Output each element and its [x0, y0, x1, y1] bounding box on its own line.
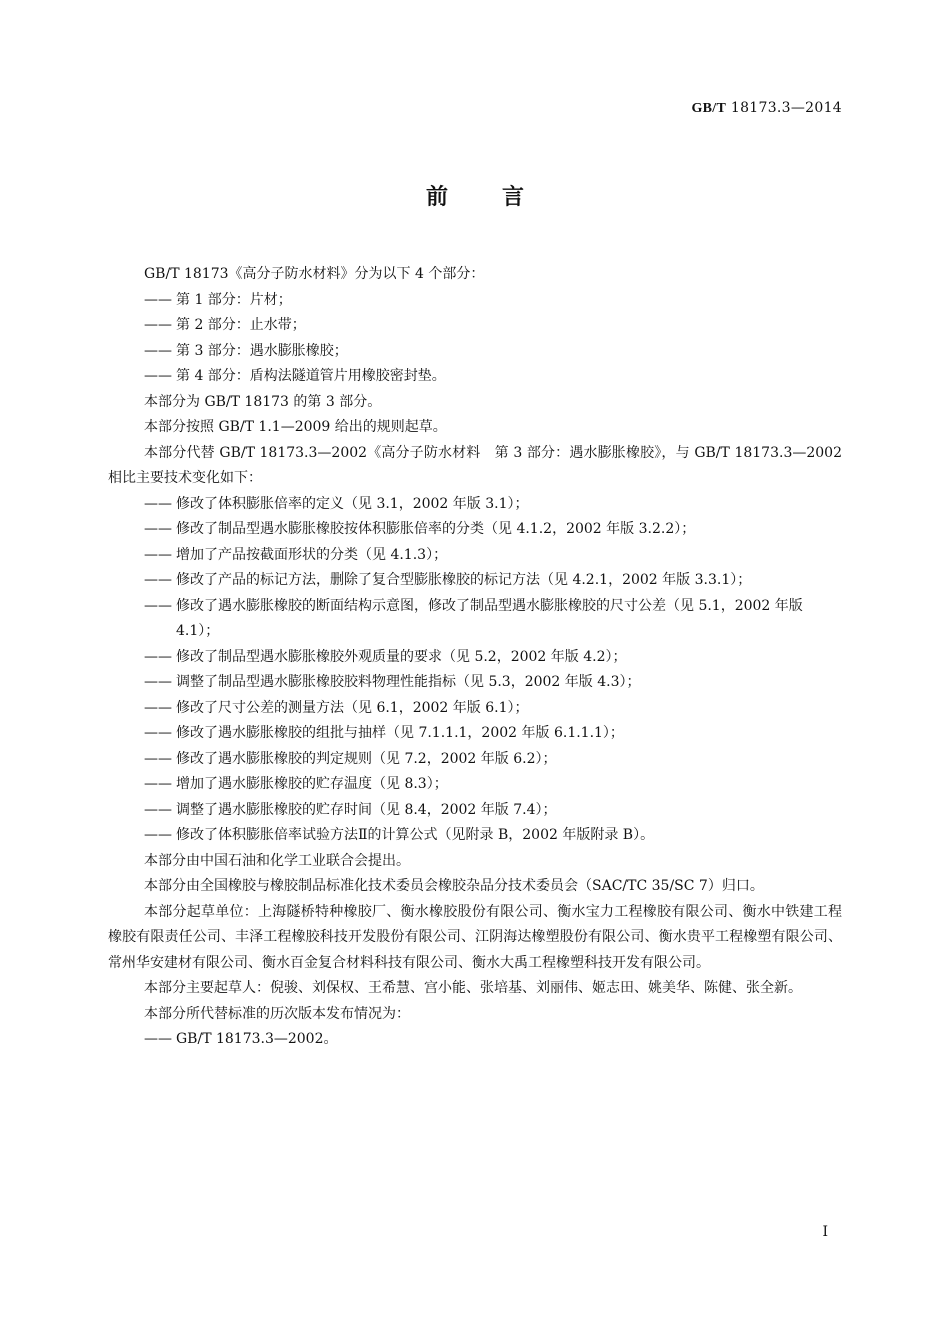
dash-marker: ——	[144, 725, 172, 741]
list-item-text: 修改了尺寸公差的测量方法（见 6.1，2002 年版 6.1）；	[176, 699, 529, 716]
replace-paragraph: 本部分代替 GB/T 18173.3—2002《高分子防水材料 第 3 部分：遇水膨胀橡胶》，与 GB/T 18173.3—2002 相比主要技术变化如下：	[108, 444, 842, 486]
dash-marker: ——	[144, 699, 172, 716]
list-item-text: 第 3 部分：遇水膨胀橡胶；	[176, 342, 348, 359]
list-item-text: 调整了制品型遇水膨胀橡胶胶料物理性能指标（见 5.3，2002 年版 4.3）；	[176, 674, 641, 690]
list-item	[144, 823, 842, 849]
dash-marker: ——	[144, 597, 172, 614]
proposed-paragraph: 本部分由中国石油和化学工业联合会提出。	[144, 852, 410, 869]
list-item-text: 修改了遇水膨胀橡胶的判定规则（见 7.2，2002 年版 6.2）；	[176, 750, 557, 767]
list-item	[144, 772, 842, 798]
dash-marker: ——	[144, 750, 172, 767]
dash-marker: ——	[144, 521, 172, 537]
list-item-text: 修改了制品型遇水膨胀橡胶按体积膨胀倍率的分类（见 4.1.2，2002 年版 3.2.2）；	[176, 521, 696, 537]
list-item	[144, 339, 842, 365]
list-item	[144, 696, 842, 722]
list-item-text: 第 1 部分：片材；	[176, 291, 292, 308]
dash-marker: ——	[144, 342, 172, 359]
dash-marker: ——	[144, 648, 172, 665]
list-item	[144, 492, 842, 518]
page-title: 前言	[425, 185, 578, 210]
list-item-text: 增加了产品按截面形状的分类（见 4.1.3）；	[176, 546, 448, 563]
dash-marker: ——	[144, 572, 172, 588]
list-item	[144, 517, 842, 543]
list-item	[144, 313, 842, 339]
list-item-text: GB/T 18173.3—2002。	[176, 1031, 338, 1047]
dash-marker: ——	[144, 546, 172, 563]
list-item	[144, 747, 842, 773]
centralized-paragraph: 本部分由全国橡胶与橡胶制品标准化技术委员会橡胶杂品分技术委员会（SAC/TC 35/SC 7）归口。	[144, 878, 764, 894]
standard-prefix: GB/T	[691, 101, 727, 116]
list-item-text: 修改了遇水膨胀橡胶的断面结构示意图，修改了制品型遇水膨胀橡胶的尺寸公差（见 5.1，2002 年版 4.1）；	[176, 597, 803, 639]
list-item-text: 修改了遇水膨胀橡胶的组批与抽样（见 7.1.1.1，2002 年版 6.1.1.1）；	[176, 725, 624, 741]
list-item-text: 修改了体积膨胀倍率试验方法Ⅱ的计算公式（见附录 B，2002 年版附录 B）。	[176, 827, 655, 843]
dash-marker: ——	[144, 674, 172, 690]
list-item	[144, 798, 842, 824]
list-item	[144, 594, 842, 645]
list-item-text: 第 4 部分：盾构法隧道管片用橡胶密封垫。	[176, 368, 446, 384]
dash-marker: ——	[144, 801, 172, 818]
history-paragraph: 本部分所代替标准的历次版本发布情况为：	[144, 1005, 410, 1022]
list-item	[144, 645, 842, 671]
rules-paragraph: 本部分按照 GB/T 1.1—2009 给出的规则起草。	[144, 419, 447, 435]
list-item-text: 第 2 部分：止水带；	[176, 317, 306, 333]
dash-marker: ——	[144, 827, 172, 843]
drafting-units-paragraph: 本部分起草单位：上海隧桥特种橡胶厂、衡水橡胶股份有限公司、衡水宝力工程橡胶有限公司、衡水中铁建工程橡胶有限责任公司、丰泽工程橡胶科技开发股份有限公司、江阴海达橡塑股份有限公司、衡水贵平工程橡塑有限公司、常州华安建材有限公司、衡水百金复合材料科技有限公司、衡水大禹工程橡塑科技开发有限公司。	[108, 903, 842, 971]
dash-marker: ——	[144, 368, 172, 384]
list-item	[144, 543, 842, 569]
list-item-text: 修改了体积膨胀倍率的定义（见 3.1，2002 年版 3.1）；	[176, 495, 529, 512]
list-item-text: 修改了制品型遇水膨胀橡胶外观质量的要求（见 5.2，2002 年版 4.2）；	[176, 648, 627, 665]
parts-list	[108, 288, 842, 390]
list-item-text: 调整了遇水膨胀橡胶的贮存时间（见 8.4，2002 年版 7.4）；	[176, 801, 557, 818]
list-item	[144, 721, 842, 747]
list-item	[144, 568, 842, 594]
list-item	[144, 364, 842, 390]
list-item	[144, 670, 842, 696]
page-number: Ⅰ	[822, 1224, 828, 1240]
dash-marker: ——	[144, 1031, 172, 1047]
standard-number	[691, 100, 842, 117]
list-item-text: 修改了产品的标记方法，删除了复合型膨胀橡胶的标记方法（见 4.2.1，2002 年版 3.3.1）；	[176, 572, 752, 588]
foreword-body	[108, 262, 842, 1053]
part-paragraph: 本部分为 GB/T 18173 的第 3 部分。	[144, 393, 382, 410]
dash-marker: ——	[144, 317, 172, 333]
list-item	[144, 288, 842, 314]
list-item-text: 增加了遇水膨胀橡胶的贮存温度（见 8.3）；	[176, 776, 448, 792]
dash-marker: ——	[144, 291, 172, 308]
dash-marker: ——	[144, 776, 172, 792]
standard-code: 18173.3—2014	[730, 100, 842, 116]
list-item	[144, 1027, 842, 1053]
intro-paragraph: GB/T 18173《高分子防水材料》分为以下 4 个部分：	[144, 266, 485, 282]
drafters-paragraph: 本部分主要起草人：倪骏、刘保权、王希慧、宫小能、张培基、刘丽伟、姬志田、姚美华、陈健、张全新。	[144, 980, 802, 996]
history-list	[108, 1027, 842, 1053]
dash-marker: ——	[144, 495, 172, 512]
changes-list	[108, 492, 842, 849]
